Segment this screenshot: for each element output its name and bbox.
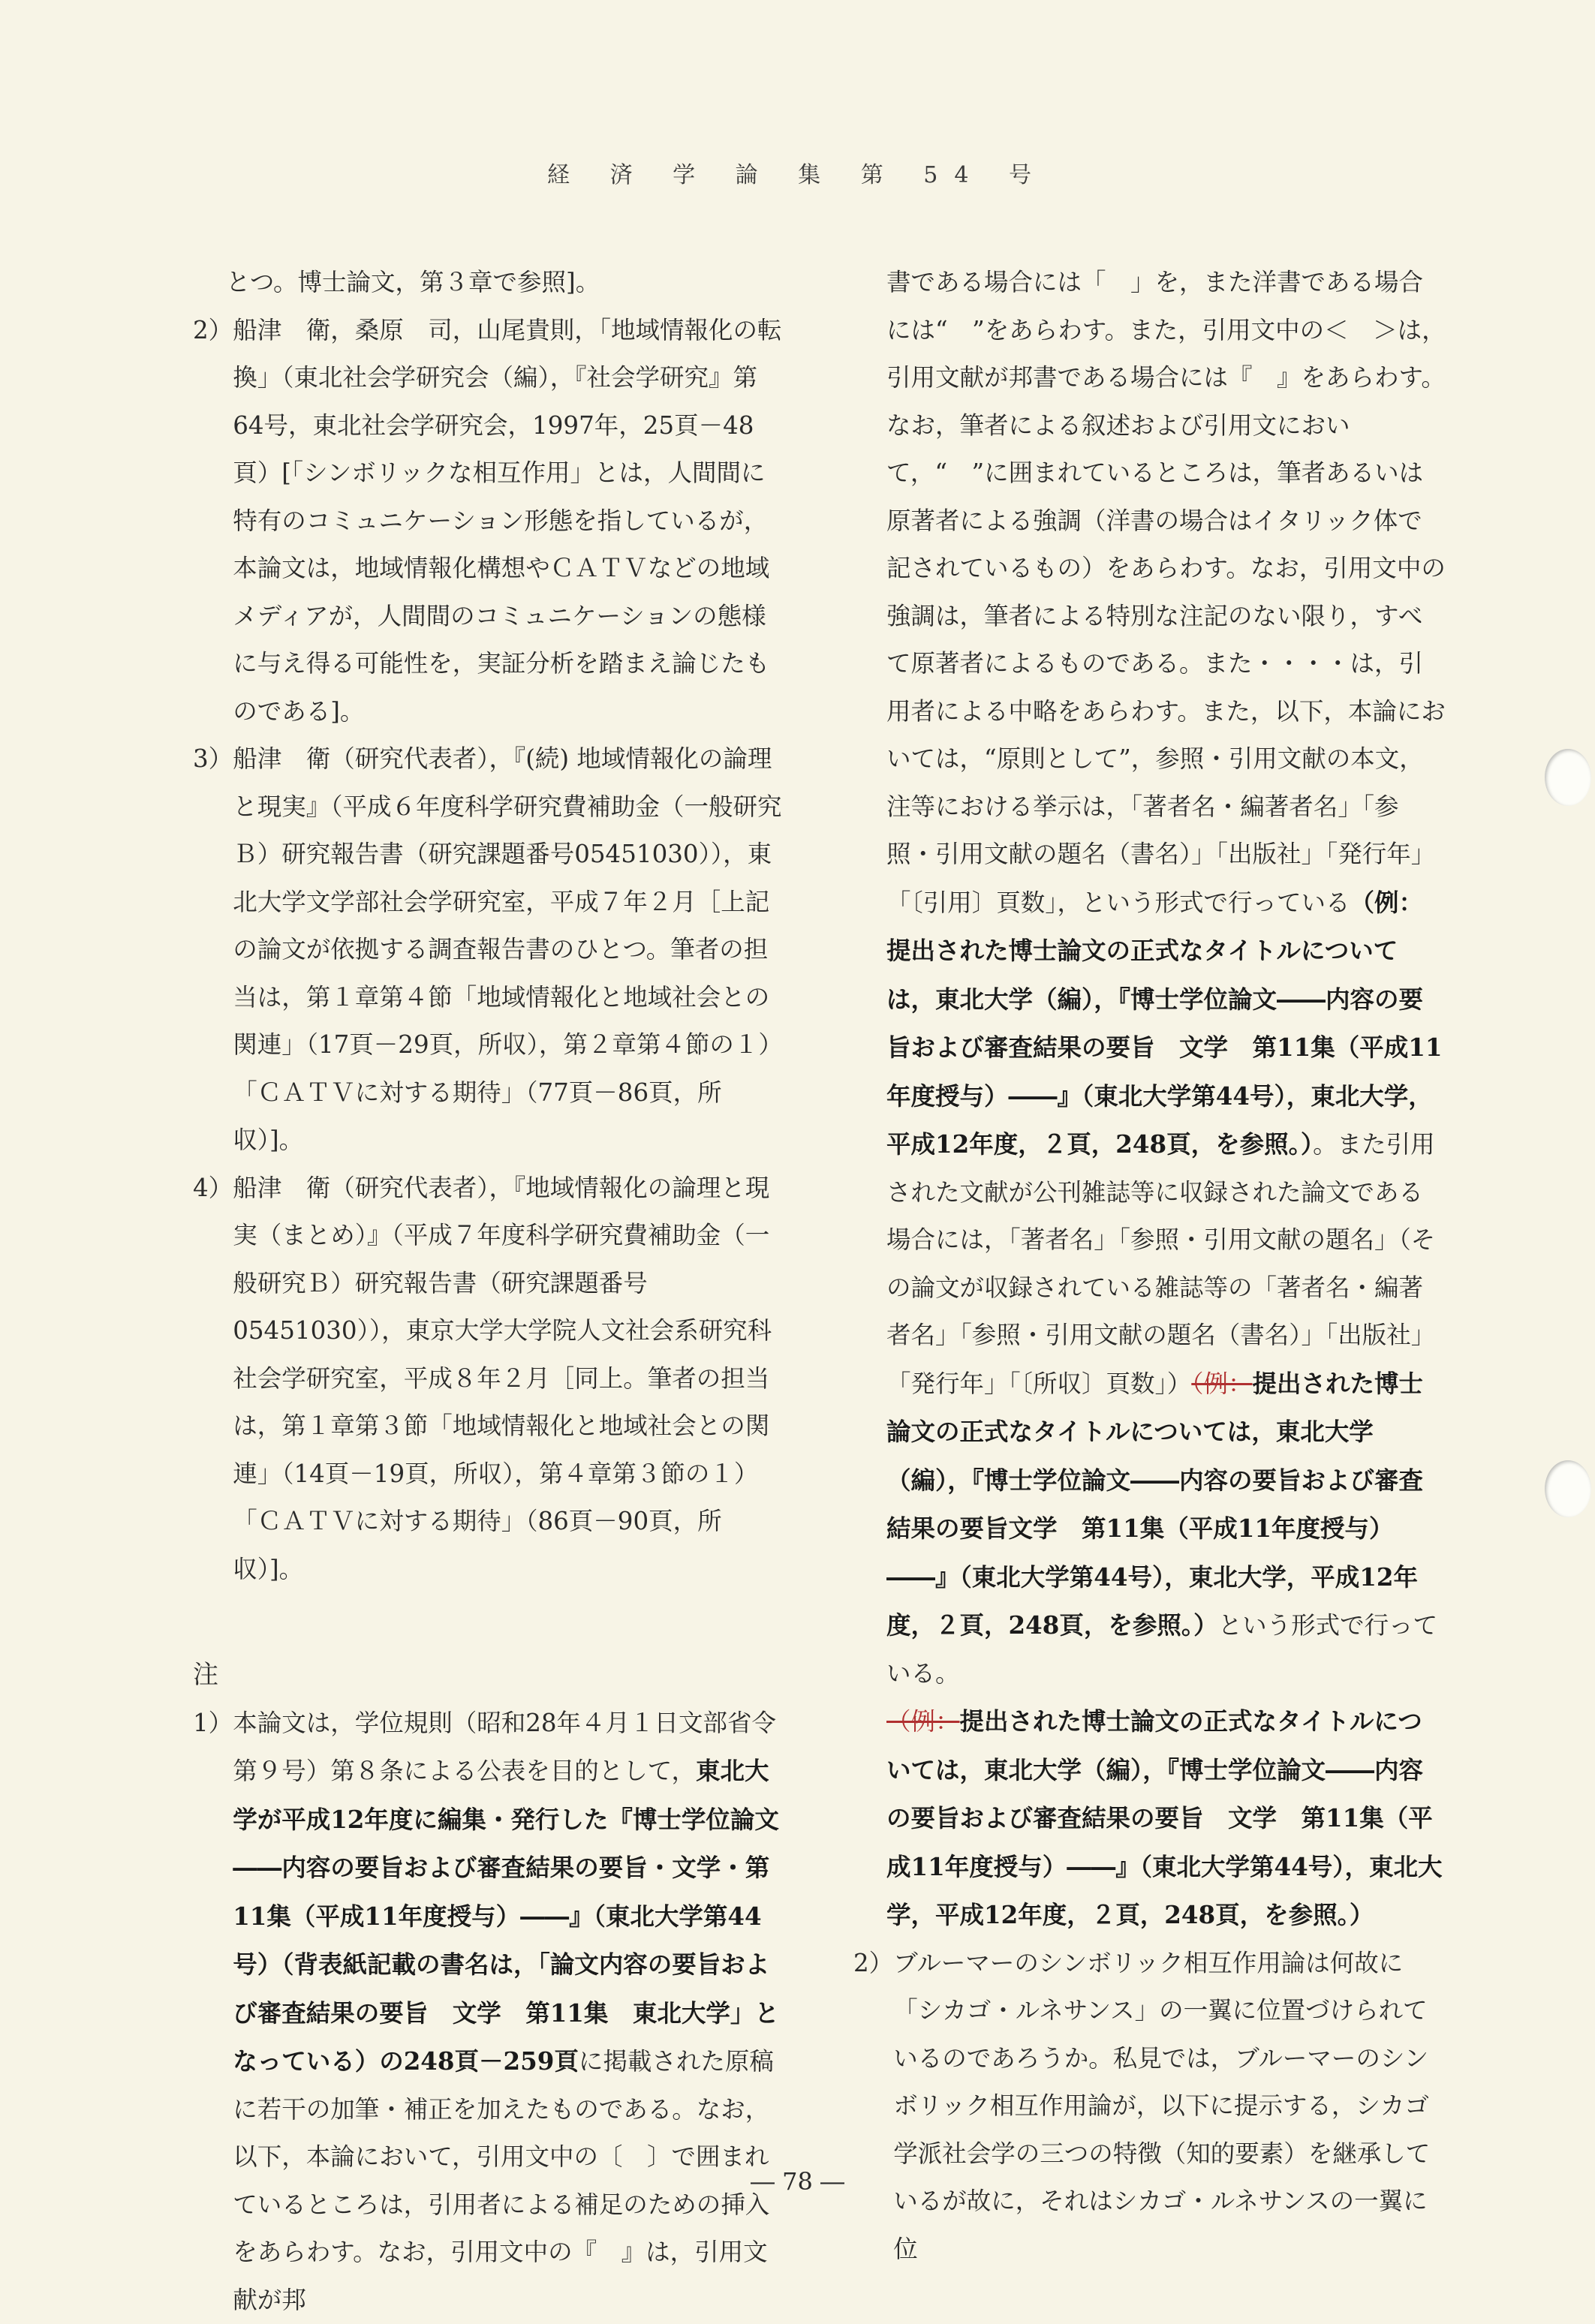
note-1-continuation — [853, 259, 1446, 1697]
journal-header: 経 済 学 論 集 第 54 号 — [0, 156, 1595, 189]
note-number: 2） — [853, 1940, 893, 2274]
note-text-part: 本論文は，学位規則（昭和28年４月１日文部省令第９号）第８条による公表を目的として， — [233, 1709, 776, 1786]
note-1 — [193, 1700, 786, 2324]
reference-4 — [193, 1165, 786, 1594]
note-text-part: に掲載された原稿に若干の加筆・補正を加えたものである。なお，以下，本論において，引用文中の〔 〕で囲まれているところは，引用者による補足のための挿入をあらわす。なお，引用文中の『 』は，引用文献が邦 — [233, 2047, 774, 2314]
punch-hole-bottom — [1545, 1460, 1591, 1517]
bold-example: （例：提出された博士論文の正式なタイトルについては，東北大学（編），『博士学位論文――内容の要旨および審査結果の要旨 文学 第11集（平成11年度授与）――』（東北大学第44号），東北大学，平成12年度，２頁，248頁，を参照。） — [886, 888, 1442, 1159]
left-column — [193, 259, 786, 2324]
reference-3 — [193, 735, 786, 1165]
page-number: ― 78 ― — [0, 2167, 1595, 2196]
note-text: ブルーマーのシンボリック相互作用論は何故に「シカゴ・ルネサンス」の一翼に位置づけられているのであろうか。私見では，ブルーマーのシンボリック相互作用論が，以下に提示する，シカゴ学派社会学の三つの特徴（知的要素）を継承しているが故に，それはシカゴ・ルネサンスの一翼に位 — [893, 1940, 1446, 2274]
right-column — [853, 259, 1446, 2273]
reference-text: 船津 衛（研究代表者），『(続) 地域情報化の論理と現実』（平成６年度科学研究費補助金（一般研究Ｂ）研究報告書（研究課題番号05451030）），東北大学文学部社会学研究室，平成７年２月［上記の論文が依拠する調査報告書のひとつ。筆者の担当は，第１章第４節「地域情報化と地域社会との関連」（17頁－29頁，所収），第２章第４節の１）「ＣＡＴＶに対する期待」（77頁－86頁，所収）]。 — [233, 735, 786, 1165]
note-text — [233, 1700, 786, 2324]
example-paragraph — [853, 1697, 1446, 1940]
bold-example: 提出された博士論文の正式なタイトルについては，東北大学（編），『博士学位論文――内容の要旨および審査結果の要旨 文学 第11集（平成11年度授与）――』（東北大学第44号），東北大学，平成12年度，２頁，248頁，を参照。） — [886, 1706, 1442, 1929]
text-part: という形式で行っている。 — [886, 1611, 1437, 1688]
reference-number: 3） — [193, 735, 233, 1165]
bold-example: 提出された博士論文の正式なタイトルについては，東北大学（編），『博士学位論文――内容の要旨および審査結果の要旨文学 第11集（平成11年度授与）――』（東北大学第44号），東北大学，平成12年度，２頁，248頁，を参照。） — [886, 1369, 1423, 1640]
intro-line: とつ。博士論文，第３章で参照]。 — [193, 259, 786, 307]
struck-text: （例： — [1191, 1369, 1252, 1398]
notes-heading: 注 — [193, 1652, 786, 1700]
note-bold-text: 東北大学が平成12年度に編集・発行した『博士学位論文――内容の要旨および審査結果の要旨・文学・第11集（平成11年度授与）――』（東北大学第44号）（背表紙記載の書名は，「論文内容の要旨および審査結果の要旨 文学 第11集 東北大学」となっている）の248頁－259頁 — [233, 1756, 779, 2076]
struck-text: （例： — [886, 1707, 960, 1736]
reference-number: 2） — [193, 307, 233, 736]
text-part: 。また引用された文献が公刊雑誌等に収録された論文である場合には，「著者名」「参照・引用文献の題名」（その論文が収録されている雑誌等の「著者名・編著者名」「参照・引用文献の題名（書名）」「出版社」「発行年」「〔所収〕頁数」） — [886, 1130, 1435, 1398]
text-part: 書である場合には「 」を，また洋書である場合には“ ”をあらわす。また，引用文中の＜ ＞は，引用文献が邦書である場合には『 』をあらわす。なお，筆者による叙述および引用文において，“ ”に囲まれているところは，筆者あるいは原著者による強調（洋書の場合はイタリック体で記されているもの）をあらわす。なお，引用文中の強調は，筆者による特別な注記のない限り，すべて原著者によるものである。また・・・・は，引用者による中略をあらわす。また，以下，本論においては，“原則として”，参照・引用文献の本文，注等における挙示は，「著者名・編著者名」「参照・引用文献の題名（書名）」「出版社」「発行年」「〔引用〕頁数」，という形式で行っている — [886, 268, 1446, 917]
note-number: 1） — [193, 1700, 233, 2324]
note-2 — [853, 1940, 1446, 2274]
punch-hole-top — [1545, 749, 1591, 806]
reference-number: 4） — [193, 1165, 233, 1594]
reference-text: 船津 衛，桑原 司，山尾貴則，「地域情報化の転換」（東北社会学研究会（編），『社会学研究』第64号，東北社会学研究会，1997年，25頁－48頁）[「シンボリックな相互作用」とは，人間間に特有のコミュニケーション形態を指しているが，本論文は，地域情報化構想やＣＡＴＶなどの地域メディアが，人間間のコミュニケーションの態様に与え得る可能性を，実証分析を踏まえ論じたものである]。 — [233, 307, 786, 736]
reference-text: 船津 衛（研究代表者），『地域情報化の論理と現実（まとめ）』（平成７年度科学研究費補助金（一般研究Ｂ）研究報告書（研究課題番号05451030）），東京大学大学院人文社会系研究科社会学研究室，平成８年２月［同上。筆者の担当は，第１章第３節「地域情報化と地域社会との関連」（14頁－19頁，所収），第４章第３節の１）「ＣＡＴＶに対する期待」（86頁－90頁，所収）]。 — [233, 1165, 786, 1594]
reference-2 — [193, 307, 786, 736]
